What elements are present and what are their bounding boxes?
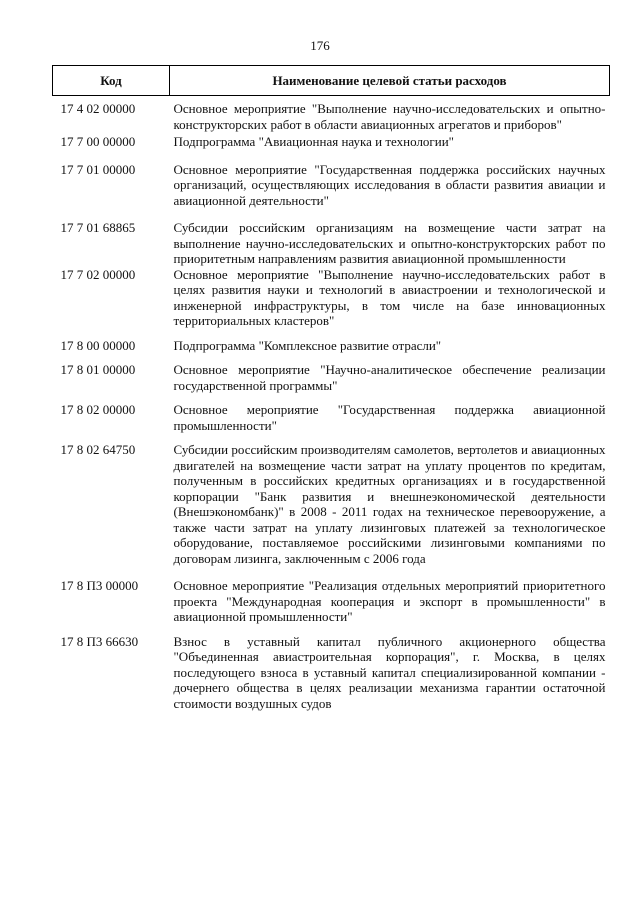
- row-name: Основное мероприятие "Выполнение научно-исследовательских и опытно-конструкторских работ в области авиационных агрегатов и приборов": [173, 101, 606, 132]
- row-code: 17 8 02 00000: [60, 402, 136, 417]
- row-name: Подпрограмма "Авиационная наука и технологии": [173, 134, 454, 149]
- row-name: Основное мероприятие "Государственная поддержка авиационной промышленности": [173, 402, 606, 433]
- row-name: Подпрограмма "Комплексное развитие отрасли": [173, 337, 442, 353]
- table-row: [53, 96, 610, 133]
- row-code: 17 8 П3 66630: [60, 633, 139, 649]
- table-row: [53, 208, 610, 267]
- row-name: Субсидии российским производителям самолетов, вертолетов и авиационных двигателей на возмещение части затрат на уплату процентов по кредитам, полученным в российских кредитных организациях и в государственной корпорации "Банк развития и внешнеэкономической деятельности (Внешэкономбанк)" в 2008 - 2011 годах на техническое перевооружение, а также части затрат на уплату лизинговых платежей за технологическое оборудование, поставляемое российскими лизинговыми компаниями по договорам лизинга, заключенным с 2006 года: [173, 442, 606, 566]
- table-row: [53, 393, 610, 433]
- table-header-row: [53, 66, 610, 96]
- table-row: [53, 353, 610, 393]
- row-name: Основное мероприятие "Государственная поддержка российских научных организаций, осуществляющих исследования в области развития авиации и авиационной деятельности": [173, 161, 606, 208]
- row-name: Основное мероприятие "Реализация отдельных мероприятий приоритетного проекта "Международная кооперация и экспорт в промышленности" в авиационной промышленности": [173, 578, 606, 624]
- row-code: 17 7 01 00000: [60, 161, 136, 177]
- row-name: Основное мероприятие "Выполнение научно-исследовательских работ в целях развития науки и технологий в авиастроении и технологической и инженерной инфраструктуры, в том числе на базе инновационных территориальных кластеров": [173, 266, 606, 328]
- row-code: 17 4 02 00000: [60, 101, 136, 116]
- row-name: Субсидии российским организациям на возмещение части затрат на выполнение научно-исследовательских и опытно-конструкторских работ по приоритетным направлениям развития авиационной промышленности: [173, 220, 606, 266]
- row-code: 17 8 П3 00000: [60, 578, 139, 593]
- table-row: [53, 566, 610, 625]
- table-row: [53, 625, 610, 712]
- row-code: 17 8 01 00000: [60, 362, 136, 377]
- row-code: 17 8 00 00000: [60, 337, 136, 353]
- row-code: 17 8 02 64750: [60, 442, 136, 457]
- row-name: Взнос в уставный капитал публичного акционерного общества "Объединенная авиастроительная корпорация", г. Москва, в целях последующего взноса в уставный капитал специализированной компании - дочернего общества в целях реализации механизма гарантии остаточной стоимости воздушных судов: [173, 633, 606, 711]
- row-code: 17 7 02 00000: [60, 266, 136, 282]
- row-code: 17 7 00 00000: [60, 134, 136, 149]
- table-row: [53, 150, 610, 209]
- budget-table: [52, 65, 610, 711]
- column-header-code: Код: [53, 66, 170, 96]
- table-row: [53, 329, 610, 354]
- table-row: [53, 132, 610, 150]
- table-row: [53, 267, 610, 329]
- column-header-name: Наименование целевой статьи расходов: [170, 66, 610, 96]
- row-code: 17 7 01 68865: [60, 220, 136, 235]
- row-name: Основное мероприятие "Научно-аналитическое обеспечение реализации государственной программы": [173, 362, 606, 393]
- table-row: [53, 433, 610, 566]
- page-number: 176: [310, 38, 330, 53]
